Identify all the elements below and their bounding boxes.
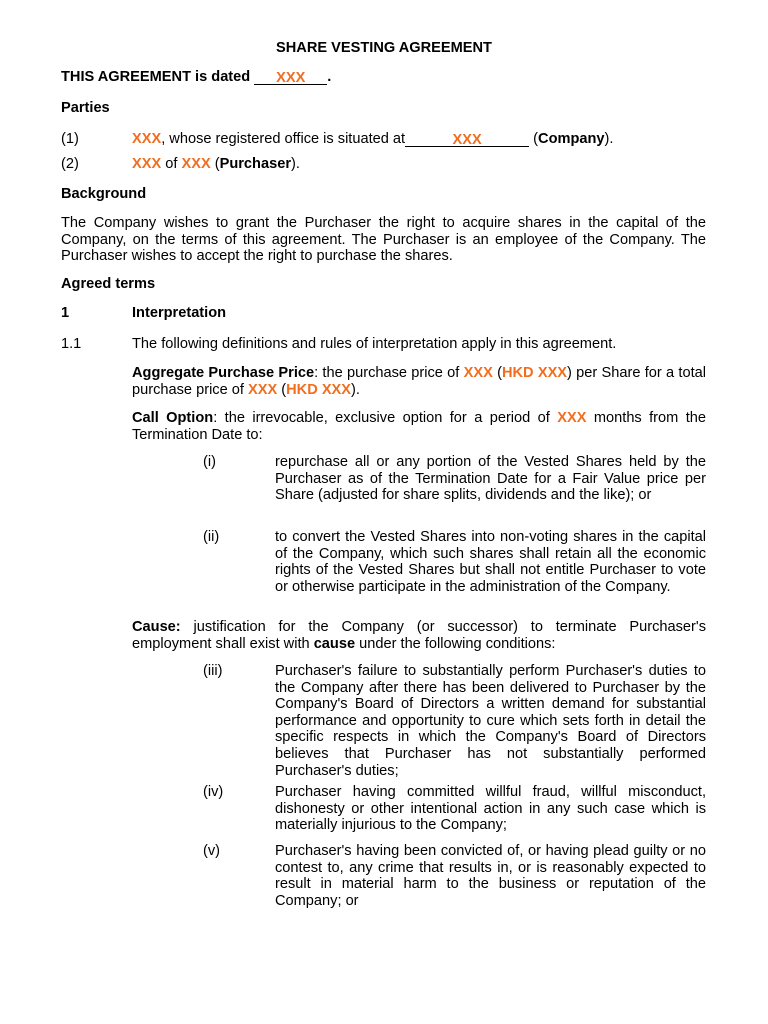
total-price-placeholder: XXX — [248, 381, 278, 398]
cause-item-text: Purchaser's failure to substantially perform Purchaser's duties to the Company after there has been delivered to Purchaser by the Company's Board of Directors a written demand for substantial performance and opportunity to cure which sets forth in detail the specific respects in which the Company's Board of Directors believes that Purchaser has not substantially performed Purchaser's duties; — [275, 663, 706, 779]
definition-term: Cause: — [132, 619, 181, 635]
definition-text: : the purchase price of — [314, 365, 464, 381]
definition-term: Call Option — [132, 410, 214, 426]
period-placeholder: XXX — [557, 410, 587, 426]
dated-blank — [254, 70, 327, 85]
definition-call-option — [132, 410, 706, 443]
price-hkd-placeholder: HKD XXX — [501, 365, 568, 381]
dated-suffix: . — [327, 69, 332, 85]
agreed-terms-heading: Agreed terms — [61, 276, 156, 292]
cause-item-number: (v) — [203, 843, 221, 859]
party-2-place: XXX — [181, 156, 211, 172]
dated-prefix: THIS AGREEMENT is dated — [61, 69, 251, 85]
section-1-title: Interpretation — [132, 305, 227, 321]
background-paragraph: The Company wishes to grant the Purchaser the right to acquire shares in the capital of the Company, on the terms of this agreement. The Purchaser is an employee of the Company. The Purchaser wishes to accept the right to purchase the shares. — [61, 215, 706, 265]
party-1-description: , whose registered office is situated at — [161, 131, 406, 147]
definition-text: ). — [351, 381, 360, 398]
call-option-item-number: (i) — [203, 454, 216, 470]
cause-item-number: (iv) — [203, 784, 224, 800]
definition-term: Aggregate Purchase Price — [132, 365, 315, 381]
definition-aggregate-purchase-price — [132, 365, 706, 398]
party-2-paren-close: ). — [291, 156, 300, 172]
call-option-item-number: (ii) — [203, 529, 220, 545]
parties-heading: Parties — [61, 100, 110, 116]
document-title: SHARE VESTING AGREEMENT — [276, 40, 492, 56]
definition-text: ( — [492, 365, 502, 381]
party-2-number: (2) — [61, 156, 79, 172]
dated-placeholder: XXX — [276, 70, 306, 86]
party-1-name: XXX — [132, 131, 162, 147]
dated-line — [61, 69, 331, 86]
definition-text: ) per Share for a total purchase price of — [132, 365, 706, 398]
call-option-item-text: to convert the Vested Shares into non-voting shares in the capital of the Company, which such shares shall retain all the economic rights of the Vested Shares but shall not entitle Purchaser to vote or otherwise participate in the administration of the Company. — [275, 529, 706, 595]
cause-bold-word: cause — [313, 635, 356, 652]
party-1-text — [132, 131, 613, 148]
definition-text: justification for the Company (or successor) to terminate Purchaser's employment shall exist with — [132, 619, 706, 652]
party-2-paren-open: ( — [210, 156, 220, 172]
call-option-item-text: repurchase all or any portion of the Vested Shares held by the Purchaser as of the Termination Date for a Fair Value price per Share (adjusted for share splits, dividends and the like); or — [275, 454, 706, 504]
cause-item-text: Purchaser's having been convicted of, or having plead guilty or no contest to, any crime that results in, or is reasonably expected to result in material harm to the business or reputation of the Company; or — [275, 843, 706, 909]
party-1-paren-open: ( — [529, 131, 539, 147]
party-1-number: (1) — [61, 131, 79, 147]
section-1-1-number: 1.1 — [61, 336, 82, 352]
section-1-number: 1 — [61, 305, 70, 321]
party-2-of: of — [161, 156, 182, 172]
cause-item-text: Purchaser having committed willful fraud, willful misconduct, dishonesty or other intentional action in any such case which is materially injurious to the Company; — [275, 784, 706, 834]
definition-text: months from the Termination Date to: — [132, 410, 707, 443]
party-2-name: XXX — [132, 156, 162, 172]
definition-cause — [132, 619, 706, 652]
definition-text: under the following conditions: — [355, 635, 556, 652]
cause-item-number: (iii) — [203, 663, 223, 679]
price-placeholder: XXX — [463, 365, 493, 381]
party-2-role: Purchaser — [219, 156, 291, 172]
party-1-paren-close: ). — [604, 131, 614, 147]
party-1-address-blank — [405, 132, 529, 147]
background-heading: Background — [61, 186, 147, 202]
total-price-hkd-placeholder: HKD XXX — [286, 381, 352, 398]
definition-text: ( — [277, 381, 287, 398]
party-1-role: Company — [538, 131, 605, 147]
section-1-1-text: The following definitions and rules of interpretation apply in this agreement. — [132, 336, 617, 352]
party-2-text — [132, 156, 300, 173]
party-1-address-placeholder: XXX — [452, 132, 482, 148]
definition-text: : the irrevocable, exclusive option for a period of — [213, 410, 558, 426]
